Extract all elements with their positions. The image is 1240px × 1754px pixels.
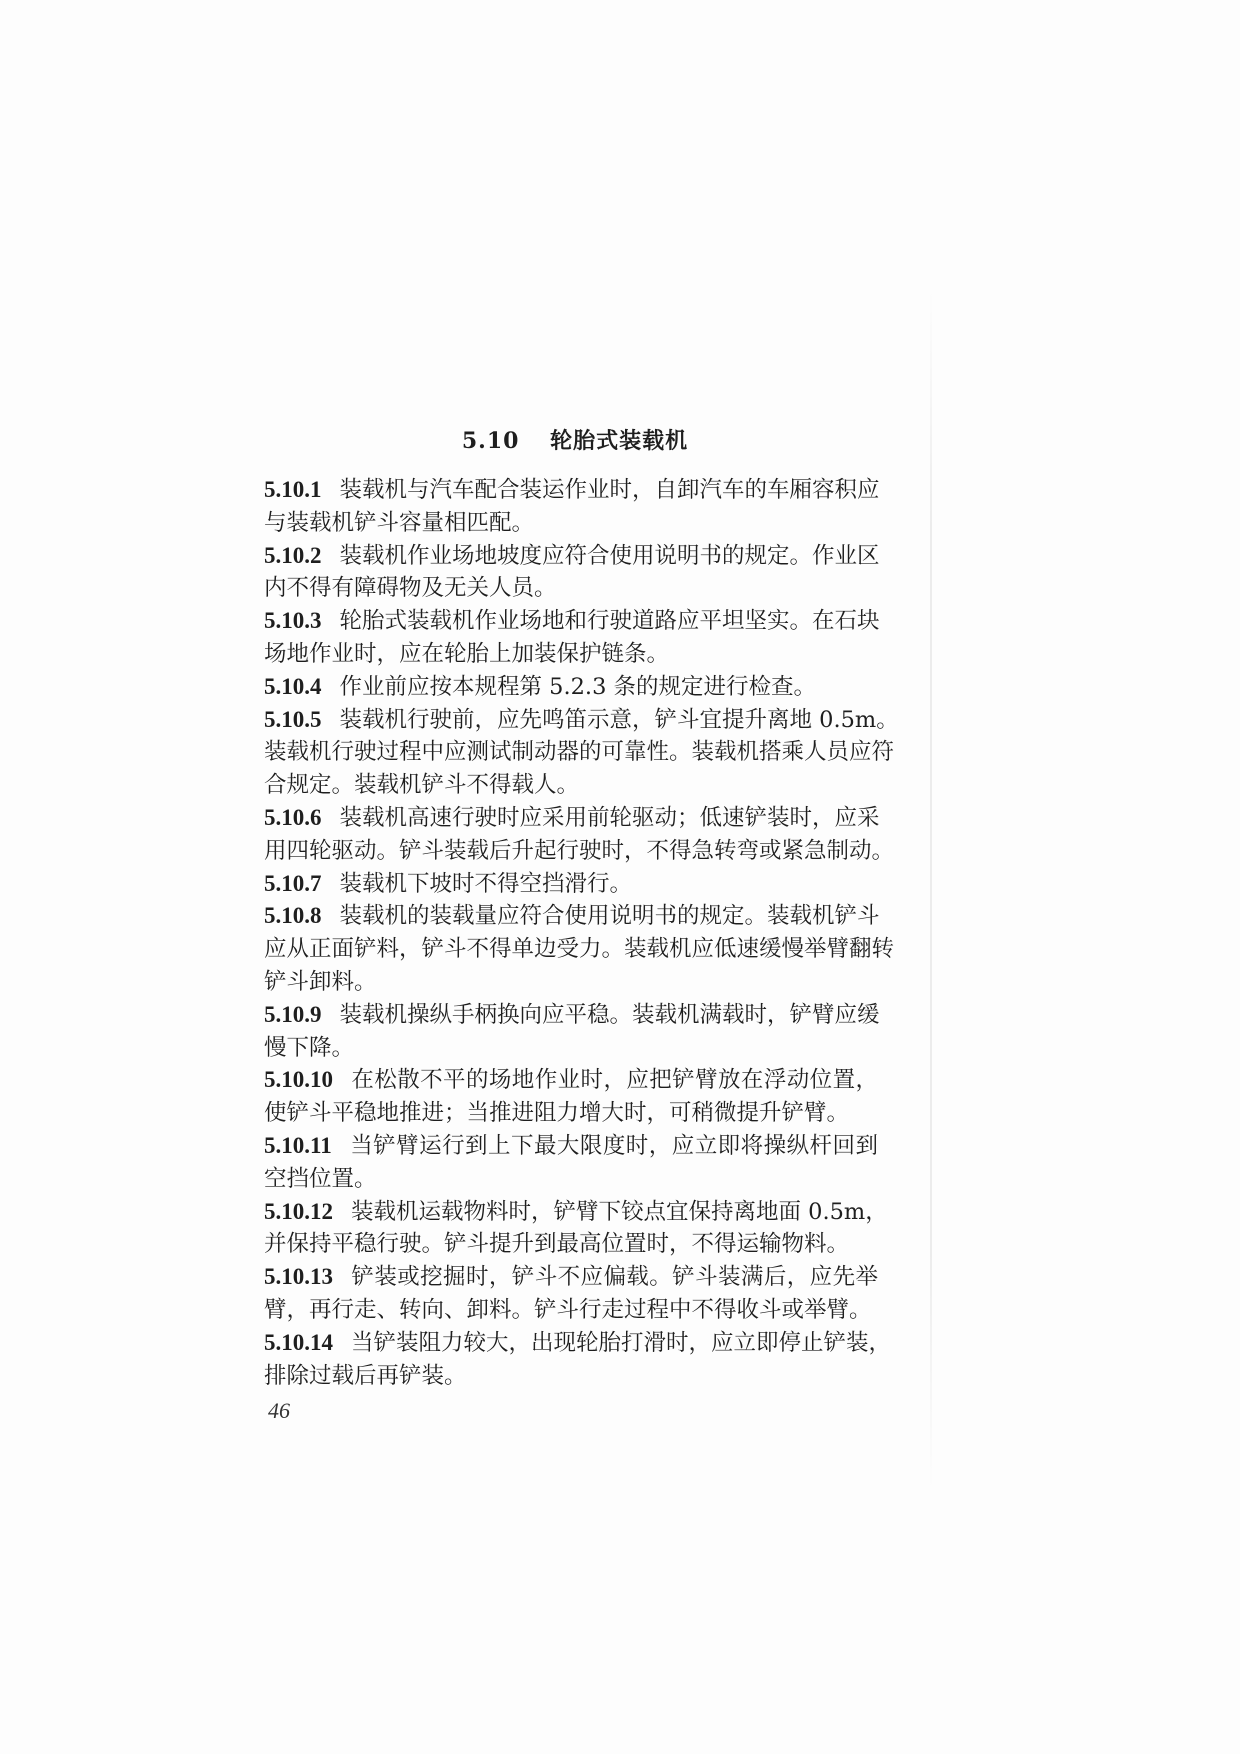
clause-number: 5.10.10 bbox=[264, 1067, 333, 1093]
clause-number: 5.10.13 bbox=[264, 1264, 333, 1290]
clause-list bbox=[264, 474, 899, 1392]
clause bbox=[264, 540, 878, 606]
scan-edge-shadow bbox=[930, 290, 932, 1490]
clause-text: 装载机操纵手柄换向应平稳。装载机满载时，铲臂应缓 bbox=[339, 1001, 880, 1028]
clause-text: 排除过载后再铲装。 bbox=[264, 1362, 467, 1389]
clause-text: 应从正面铲料，铲斗不得单边受力。装载机应低速缓慢举臂翻转 bbox=[264, 936, 895, 963]
clause-line bbox=[264, 540, 878, 573]
section-heading bbox=[0, 424, 1150, 455]
clause-line bbox=[264, 671, 878, 704]
clause bbox=[264, 605, 878, 671]
clause-line bbox=[264, 1360, 878, 1393]
clause-text: 空挡位置。 bbox=[264, 1165, 377, 1192]
clause-text: 在松散不平的场地作业时，应把铲臂放在浮动位置， bbox=[351, 1067, 878, 1094]
clause-text: 使铲斗平稳地推进；当推进阻力增大时，可稍微提升铲臂。 bbox=[264, 1100, 850, 1127]
clause bbox=[264, 868, 878, 901]
clause bbox=[264, 1261, 878, 1327]
clause bbox=[264, 1327, 892, 1393]
clause-text: 作业前应按本规程第 5.2.3 条的规定进行检查。 bbox=[339, 673, 817, 700]
clause bbox=[264, 1196, 888, 1262]
page-number: 46 bbox=[268, 1398, 290, 1423]
clause-line bbox=[264, 1097, 878, 1130]
clause-line bbox=[264, 1327, 892, 1360]
section-number: 5.10 bbox=[461, 428, 520, 454]
clause-text: 装载机行驶前，应先鸣笛示意，铲斗宜提升离地 0.5m。 bbox=[339, 706, 899, 733]
clause-number: 5.10.4 bbox=[264, 673, 322, 699]
clause bbox=[264, 1130, 878, 1196]
clause-text: 装载机高速行驶时应采用前轮驱动；低速铲装时，应采 bbox=[339, 804, 880, 831]
clause-number: 5.10.9 bbox=[264, 1001, 322, 1027]
clause-number: 5.10.8 bbox=[264, 903, 322, 929]
clause-text: 轮胎式装载机作业场地和行驶道路应平坦坚实。在石块 bbox=[339, 608, 880, 635]
clause-line bbox=[264, 802, 878, 835]
clause-line bbox=[264, 999, 878, 1032]
clause bbox=[264, 1064, 878, 1130]
section-title: 轮胎式装载机 bbox=[550, 428, 689, 454]
clause-text: 慢下降。 bbox=[264, 1034, 355, 1061]
clause-number: 5.10.1 bbox=[264, 477, 322, 502]
clause-line bbox=[264, 1064, 878, 1097]
clause-line bbox=[264, 704, 899, 737]
clause-line bbox=[264, 933, 895, 966]
clause-line bbox=[264, 1032, 878, 1065]
clause-text: 装载机作业场地坡度应符合使用说明书的规定。作业区 bbox=[339, 542, 880, 569]
clause bbox=[264, 999, 878, 1065]
clause-line bbox=[264, 1196, 888, 1229]
clause-line bbox=[264, 1130, 878, 1163]
clause-text: 臂，再行走、转向、卸料。铲斗行走过程中不得收斗或举臂。 bbox=[264, 1296, 872, 1323]
clause-text: 装载机运载物料时，铲臂下铰点宜保持离地面 0.5m， bbox=[351, 1198, 888, 1225]
clause-line bbox=[264, 1261, 878, 1294]
clause-line bbox=[264, 605, 878, 638]
clause-text: 装载机的装载量应符合使用说明书的规定。装载机铲斗 bbox=[339, 903, 880, 930]
clause-number: 5.10.14 bbox=[264, 1329, 333, 1355]
clause-text: 并保持平稳行驶。铲斗提升到最高位置时，不得运输物料。 bbox=[264, 1231, 850, 1258]
clause-line bbox=[264, 966, 878, 999]
clause-line bbox=[264, 835, 895, 868]
clause-line bbox=[264, 1228, 878, 1261]
clause-text: 合规定。装载机铲斗不得载人。 bbox=[264, 772, 580, 799]
clause-line bbox=[264, 868, 878, 901]
clause bbox=[264, 704, 899, 802]
clause-text: 装载机下坡时不得空挡滑行。 bbox=[339, 870, 633, 897]
clause-line bbox=[264, 638, 878, 671]
clause-number: 5.10.12 bbox=[264, 1198, 333, 1224]
clause-text: 当铲臂运行到上下最大限度时，应立即将操纵杆回到 bbox=[349, 1132, 878, 1159]
clause-number: 5.10.6 bbox=[264, 804, 322, 830]
clause-text: 铲装或挖掘时，铲斗不应偏载。铲斗装满后，应先举 bbox=[351, 1264, 878, 1291]
clause bbox=[264, 474, 878, 540]
clause-line bbox=[264, 474, 878, 507]
clause-line bbox=[264, 507, 878, 540]
clause-line bbox=[264, 736, 895, 769]
clause-text: 用四轮驱动。铲斗装载后升起行驶时，不得急转弯或紧急制动。 bbox=[264, 837, 895, 864]
clause-text: 场地作业时，应在轮胎上加装保护链条。 bbox=[264, 640, 670, 667]
clause-number: 5.10.3 bbox=[264, 608, 322, 634]
clause-line bbox=[264, 1294, 878, 1327]
clause bbox=[264, 671, 878, 704]
clause-number: 5.10.2 bbox=[264, 542, 322, 568]
clause-line bbox=[264, 572, 878, 605]
clause bbox=[264, 802, 895, 868]
clause-line bbox=[264, 1163, 878, 1196]
clause-number: 5.10.11 bbox=[264, 1132, 332, 1158]
clause-text: 与装载机铲斗容量相匹配。 bbox=[264, 509, 535, 536]
clause-number: 5.10.5 bbox=[264, 706, 322, 732]
clause-text: 内不得有障碍物及无关人员。 bbox=[264, 575, 557, 602]
clause-text: 装载机与汽车配合装运作业时，自卸汽车的车厢容积应 bbox=[339, 477, 880, 503]
clause bbox=[264, 900, 895, 998]
clause-line bbox=[264, 900, 878, 933]
clause-number: 5.10.7 bbox=[264, 870, 322, 896]
clause-text: 铲斗卸料。 bbox=[264, 968, 377, 995]
clause-text: 装载机行驶过程中应测试制动器的可靠性。装载机搭乘人员应符 bbox=[264, 739, 895, 766]
clause-text: 当铲装阻力较大，出现轮胎打滑时，应立即停止铲装， bbox=[351, 1329, 892, 1356]
clause-line bbox=[264, 769, 878, 802]
